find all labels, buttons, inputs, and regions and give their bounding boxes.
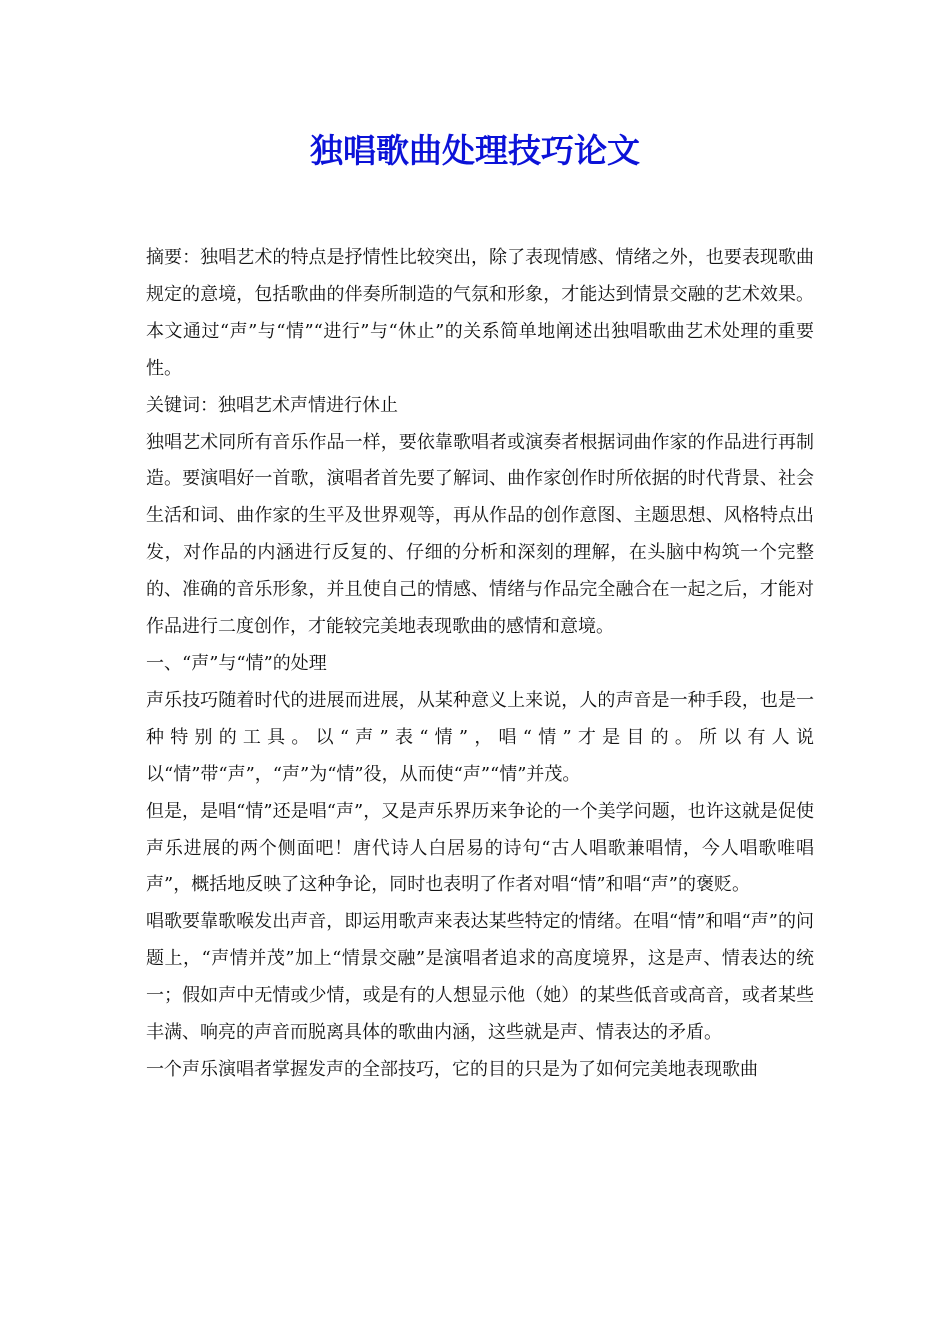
document-body [146, 240, 814, 1089]
intro-paragraph: 独唱艺术同所有音乐作品一样，要依靠歌唱者或演奏者根据词曲作家的作品进行再制造。要演唱好一首歌，演唱者首先要了解词、曲作家创作时所依据的时代背景、社会生活和词、曲作家的生平及世界观等，再从作品的创作意图、主题思想、风格特点出发，对作品的内涵进行反复的、仔细的分析和深刻的理解，在头脑中构筑一个完整的、准确的音乐形象，并且使自己的情感、情绪与作品完全融合在一起之后，才能对作品进行二度创作，才能较完美地表现歌曲的感情和意境。 [146, 431, 814, 638]
keywords-line: 关键词：独唱艺术声情进行休止 [146, 394, 398, 416]
body-paragraph: 唱歌要靠歌喉发出声音，即运用歌声来表达某些特定的情绪。在唱“情”和唱“声”的问题上，“声情并茂”加上“情景交融”是演唱者追求的高度境界，这是声、情表达的统一；假如声中无情或少情，或是有的人想显示他（她）的某些低音或高音，或者某些丰满、响亮的声音而脱离具体的歌曲内涵，这些就是声、情表达的矛盾。 [146, 911, 814, 1044]
abstract-paragraph: 摘要：独唱艺术的特点是抒情性比较突出，除了表现情感、情绪之外，也要表现歌曲规定的意境，包括歌曲的伴奏所制造的气氛和形象，才能达到情景交融的艺术效果。本文通过“声”与“情”“进行”与“休止”的关系简单地阐述出独唱歌曲艺术处理的重要性。 [146, 247, 814, 379]
body-paragraph: 但是，是唱“情”还是唱“声”，又是声乐界历来争论的一个美学问题，也许这就是促使声乐进展的两个侧面吧！唐代诗人白居易的诗句“古人唱歌兼唱情，今人唱歌唯唱声”，概括地反映了这种争论，同时也表明了作者对唱“情”和唱“声”的褒贬。 [146, 800, 814, 896]
document-title: 独唱歌曲处理技巧论文 [310, 131, 640, 170]
section-heading: 一、“声”与“情”的处理 [146, 652, 327, 674]
body-paragraph: 声乐技巧随着时代的进展而进展，从某种意义上来说，人的声音是一种手段，也是一种特别的工具。以“声”表“情”，唱“情”才是目的。所以有人说以“情”带“声”，“声”为“情”役，从而使“声”“情”并茂。 [146, 689, 814, 785]
body-paragraph: 一个声乐演唱者掌握发声的全部技巧，它的目的只是为了如何完美地表现歌曲 [146, 1058, 758, 1080]
